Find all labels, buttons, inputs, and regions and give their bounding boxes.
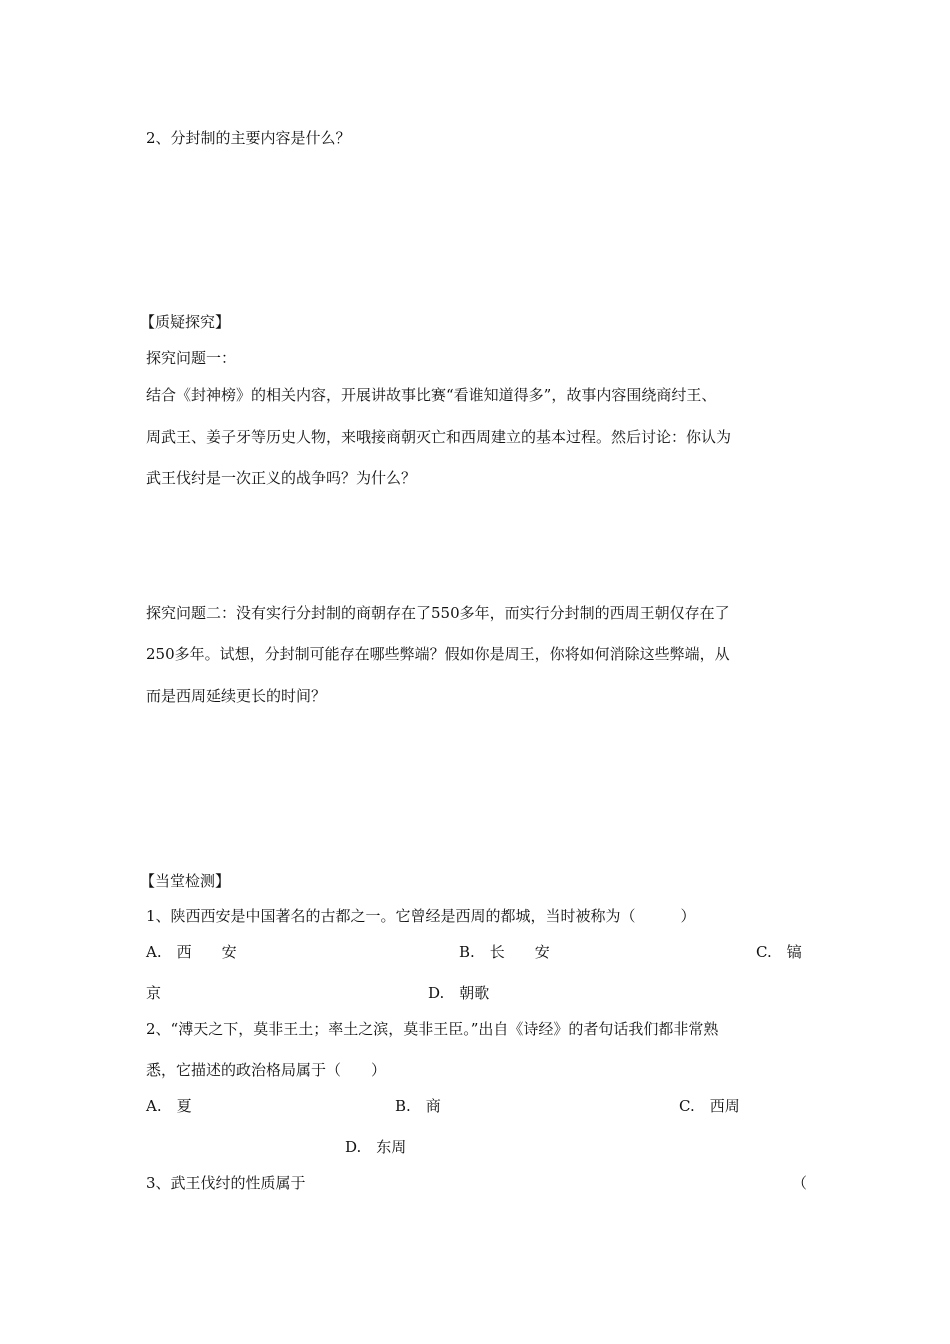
question-2-option-c: C. 西周: [679, 1097, 740, 1115]
inquiry-2-line-2: 250多年。试想，分封制可能存在哪些弊端？假如你是周王，你将如何消除这些弊端，从: [146, 645, 730, 663]
question-2-option-a: A. 夏: [146, 1097, 192, 1115]
inquiry-1-line-2: 周武王、姜子牙等历史人物，来哦接商朝灭亡和西周建立的基本过程。然后讨论：你认为: [146, 428, 732, 446]
question-1-option-c-continued: 京: [146, 984, 162, 1002]
review-question-2: 2、分封制的主要内容是什么？: [146, 129, 351, 147]
question-1-option-a: A. 西 安: [146, 943, 237, 961]
inquiry-2-line-3: 而是西周延续更长的时间？: [146, 687, 327, 705]
inquiry-1-line-1: 结合《封神榜》的相关内容，开展讲故事比赛“看谁知道得多”，故事内容围绕商纣王、: [146, 386, 717, 404]
question-1-option-c: C. 镐: [756, 943, 802, 961]
section-heading-inquiry: 【质疑探究】: [140, 313, 231, 331]
question-2-stem-line-2: 悉，它描述的政治格局属于（ ）: [146, 1061, 387, 1079]
question-3-answer-paren: （: [792, 1174, 808, 1192]
section-heading-check: 【当堂检测】: [140, 872, 231, 890]
question-2-option-d: D. 东周: [345, 1138, 407, 1156]
question-2-stem-line-1: 2、“溥天之下，莫非王土；率土之滨，莫非王臣。”出自《诗经》的者句话我们都非常熟: [146, 1020, 719, 1038]
question-2-option-b: B. 商: [395, 1097, 441, 1115]
question-1-stem: 1、陕西西安是中国著名的古都之一。它曾经是西周的都城，当时被称为（ ）: [146, 907, 696, 925]
inquiry-1-line-3: 武王伐纣是一次正义的战争吗？为什么？: [146, 469, 417, 487]
inquiry-1-heading: 探究问题一：: [146, 349, 237, 367]
inquiry-2-line-1: 探究问题二：没有实行分封制的商朝存在了550多年，而实行分封制的西周王朝仅存在了: [146, 604, 730, 622]
question-1-option-b: B. 长 安: [459, 943, 550, 961]
question-1-option-d: D. 朝歌: [428, 984, 490, 1002]
question-3-stem: 3、武王伐纣的性质属于: [146, 1174, 306, 1192]
